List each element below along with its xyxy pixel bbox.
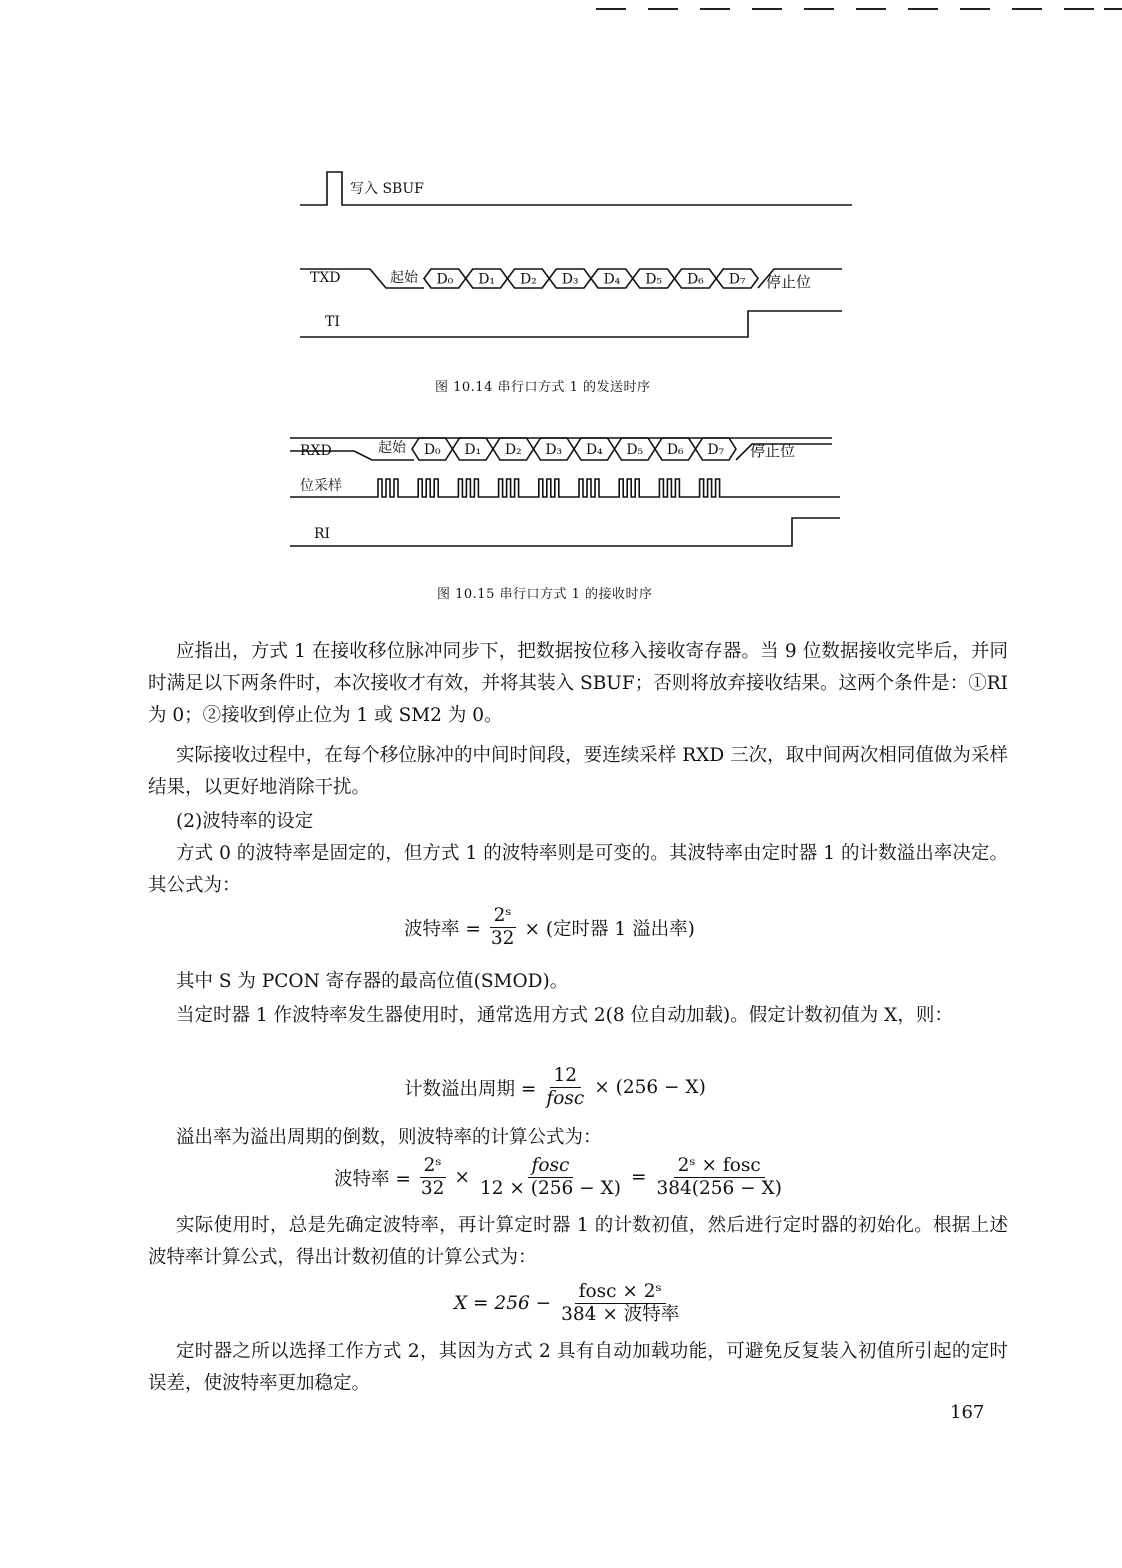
formula-overflow-period bbox=[404, 1066, 706, 1110]
formula-2-denominator: fosc bbox=[546, 1088, 585, 1110]
write-sbuf-label: 写入 SBUF bbox=[350, 181, 424, 197]
paragraph-s-definition: 其中 S 为 PCON 寄存器的最高位值(SMOD)。 bbox=[176, 971, 569, 992]
rx-bit-label: D₁ bbox=[464, 442, 482, 458]
formula-2-rhs: × (256 − X) bbox=[594, 1077, 706, 1099]
rxd-label: RXD bbox=[300, 443, 332, 459]
formula-1-denominator: 32 bbox=[490, 928, 515, 950]
paragraph-overflow-rate: 溢出率为溢出周期的倒数，则波特率的计算公式为： bbox=[176, 1127, 602, 1148]
formula-2-lhs: 计数溢出周期 = bbox=[404, 1078, 537, 1100]
paragraph-timer-mode: 当定时器 1 作波特率发生器使用时，通常选用方式 2(8 位自动加载)。假定计数初值为 X，则： bbox=[176, 1005, 953, 1026]
formula-3-denominator-b: 12 × (256 − X) bbox=[479, 1178, 621, 1200]
bit-sampling-label: 位采样 bbox=[300, 478, 342, 494]
txd-label: TXD bbox=[310, 270, 341, 286]
formula-3-fraction-a bbox=[417, 1156, 449, 1200]
formula-baud-full bbox=[334, 1156, 792, 1200]
rx-bit-label: D₄ bbox=[585, 442, 603, 458]
tx-bit-label: D₀ bbox=[436, 271, 454, 288]
paragraph-mode2-reason: 定时器之所以选择工作方式 2，其因为方式 2 具有自动加载功能，可避免反复装入初值所引起的定时误差，使波特率更加稳定。 bbox=[148, 1341, 1008, 1394]
sampling-pulses bbox=[290, 479, 840, 497]
page-number: 167 bbox=[950, 1402, 985, 1423]
formula-3-equals: = bbox=[630, 1167, 647, 1189]
tx-bit-label: D₁ bbox=[478, 271, 496, 288]
rx-bit-label: D₇ bbox=[707, 442, 725, 458]
formula-2-fraction bbox=[542, 1066, 588, 1110]
formula-3-fraction-b bbox=[476, 1156, 625, 1200]
formula-3-denominator-a: 32 bbox=[420, 1178, 445, 1200]
formula-1-rhs: × (定时器 1 溢出率) bbox=[524, 918, 695, 940]
paragraph-sampling: 实际接收过程中，在每个移位脉冲的中间时间段，要连续采样 RXD 三次，取中间两次相同值做为采样结果，以更好地消除干扰。 bbox=[148, 745, 1008, 798]
formula-3-numerator-b: fosc bbox=[528, 1156, 574, 1178]
tx-timing-diagram bbox=[290, 160, 860, 360]
rx-bit-label: D₅ bbox=[626, 442, 644, 458]
paragraph-initial-value: 实际使用时，总是先确定波特率，再计算定时器 1 的计数初值，然后进行定时器的初始化。根据上述波特率计算公式，得出计数初值的计算公式为： bbox=[148, 1215, 1008, 1268]
formula-3-fraction-c bbox=[652, 1156, 786, 1200]
formula-3-times: × bbox=[454, 1167, 470, 1189]
section-heading-baud: (2)波特率的设定 bbox=[176, 811, 314, 832]
formula-4-fraction bbox=[557, 1282, 683, 1326]
tx-stop-label: 停止位 bbox=[766, 273, 812, 291]
formula-1-lhs: 波特率 = bbox=[404, 918, 481, 940]
formula-1-fraction bbox=[487, 906, 519, 950]
formula-3-numerator-a: 2ˢ bbox=[420, 1156, 446, 1178]
rx-bit-label: D₀ bbox=[423, 442, 441, 458]
rx-timing-diagram bbox=[284, 430, 854, 560]
tx-bit-label: D₅ bbox=[645, 271, 663, 288]
ti-label: TI bbox=[325, 314, 340, 330]
formula-4-lhs: X = 256 − bbox=[454, 1293, 552, 1315]
rx-bit-label: D₂ bbox=[504, 442, 522, 458]
formula-3-numerator-c: 2ˢ × fosc bbox=[674, 1156, 765, 1178]
formula-4-denominator: 384 × 波特率 bbox=[561, 1304, 680, 1326]
fig-10-14-caption: 图 10.14 串行口方式 1 的发送时序 bbox=[435, 380, 651, 395]
formula-4-numerator: fosc × 2ˢ bbox=[575, 1282, 666, 1304]
formula-baud-rate bbox=[404, 906, 695, 950]
tx-bit-label: D₃ bbox=[561, 271, 579, 288]
paragraph-receive-conditions: 应指出，方式 1 在接收移位脉冲同步下，把数据按位移入接收寄存器。当 9 位数据接收完毕后，并同时满足以下两条件时，本次接收才有效，并将其装入 SBUF；否则将放弃接收结果。这两个条件是：①RI 为 0；②接收到停止位为 1 或 SM2 为 0。 bbox=[148, 641, 1008, 726]
ri-label: RI bbox=[314, 526, 331, 542]
formula-3-lhs: 波特率 = bbox=[334, 1168, 411, 1190]
formula-initial-value bbox=[454, 1282, 689, 1326]
paragraph-baud-intro: 方式 0 的波特率是固定的，但方式 1 的波特率则是可变的。其波特率由定时器 1 的计数溢出率决定。其公式为： bbox=[148, 843, 1008, 896]
tx-start-label: 起始 bbox=[390, 270, 418, 286]
rx-bit-label: D₆ bbox=[666, 442, 684, 458]
rx-bit-label: D₃ bbox=[545, 442, 563, 458]
formula-3-denominator-c: 384(256 − X) bbox=[656, 1178, 782, 1200]
tx-bit-label: D₄ bbox=[603, 271, 621, 288]
tx-bit-label: D₂ bbox=[519, 271, 537, 288]
fig-10-15-caption: 图 10.15 串行口方式 1 的接收时序 bbox=[437, 587, 653, 602]
rx-start-label: 起始 bbox=[378, 440, 406, 456]
formula-2-numerator: 12 bbox=[550, 1066, 582, 1088]
formula-1-numerator: 2ˢ bbox=[490, 906, 516, 928]
tx-bit-label: D₇ bbox=[728, 271, 746, 288]
rx-stop-label: 停止位 bbox=[750, 442, 796, 460]
tx-bit-label: D₆ bbox=[686, 271, 704, 288]
